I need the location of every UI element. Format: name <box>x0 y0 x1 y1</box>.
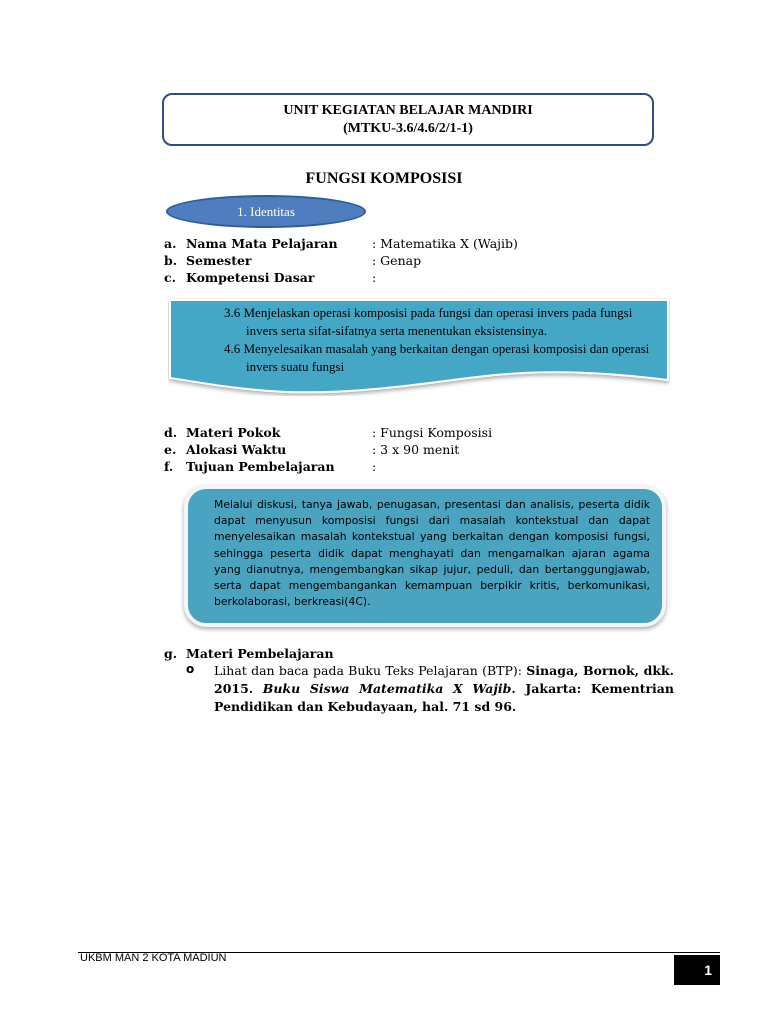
row-value: : <box>372 270 377 285</box>
materi-reference <box>214 662 674 716</box>
tujuan-text: Melalui diskusi, tanya jawab, penugasan, presentasi dan analisis, peserta didik dapat menyusun komposisi fungsi dari masalah kontekstual dan dapat menyelesaikan masalah kontekstual yang berkaitan dengan komposisi fungsi, sehingga peserta didik dapat menghayati dan mengamalkan ajaran agama yang dianutnya, mengembangkan sikap jujur, peduli, dan bertanggungjawab, serta dapat mengembangankan kemampuan berpikir kritis, berkomunikasi, berkolaborasi, berkreasi(4C). <box>214 498 650 609</box>
row-letter: e. <box>164 442 177 457</box>
reference-intro: Lihat dan baca pada Buku Teks Pelajaran (BTP): <box>214 663 527 678</box>
row-letter: a. <box>164 236 177 251</box>
row-value: : 3 x 90 menit <box>372 442 460 457</box>
row-letter: d. <box>164 425 178 440</box>
bullet-icon: o <box>186 662 195 676</box>
row-letter: g. <box>164 646 178 661</box>
reference-author: Sinaga, Bornok, dkk. 2015. <box>214 663 675 696</box>
header-code: (MTKU-3.6/4.6/2/1-1) <box>343 121 473 136</box>
row-label: Kompetensi Dasar <box>186 270 315 285</box>
section-pill-identitas: 1. Identitas <box>166 195 366 228</box>
row-label: Alokasi Waktu <box>186 442 287 457</box>
row-value: : Fungsi Komposisi <box>372 425 493 440</box>
header-box <box>162 93 654 146</box>
row-value: : <box>372 459 377 474</box>
row-value: : Genap <box>372 253 422 268</box>
reference-publisher: . Jakarta: Kementrian Pendidikan dan Kebudayaan, hal. 71 sd 96. <box>214 681 674 714</box>
tujuan-box <box>184 485 666 627</box>
row-letter: b. <box>164 253 178 268</box>
row-label: Materi Pembelajaran <box>186 646 334 661</box>
kd-text <box>224 304 664 376</box>
row-letter: f. <box>164 459 174 474</box>
kompetensi-dasar-box <box>168 296 670 396</box>
kd-item: 4.6 Menyelesaikan masalah yang berkaitan dengan operasi komposisi dan operasi invers suatu fungsi <box>224 341 650 374</box>
row-value: : Matematika X (Wajib) <box>372 236 518 251</box>
row-label: Nama Mata Pelajaran <box>186 236 338 251</box>
page-number: 1 <box>674 955 720 985</box>
row-letter: c. <box>164 270 176 285</box>
page-title: FUNGSI KOMPOSISI <box>305 170 463 187</box>
kd-item: 3.6 Menjelaskan operasi komposisi pada fungsi dan operasi invers pada fungsi invers serta sifat-sifatnya serta menentukan eksistensinya. <box>224 305 633 338</box>
row-label: Tujuan Pembelajaran <box>186 459 335 474</box>
header-title: UNIT KEGIATAN BELAJAR MANDIRI <box>283 103 533 118</box>
reference-book-title: Buku Siswa Matematika X Wajib <box>262 681 512 696</box>
row-label: Materi Pokok <box>186 425 281 440</box>
footer-text: UKBM MAN 2 KOTA MADIUN <box>80 952 227 964</box>
row-label: Semester <box>186 253 252 268</box>
